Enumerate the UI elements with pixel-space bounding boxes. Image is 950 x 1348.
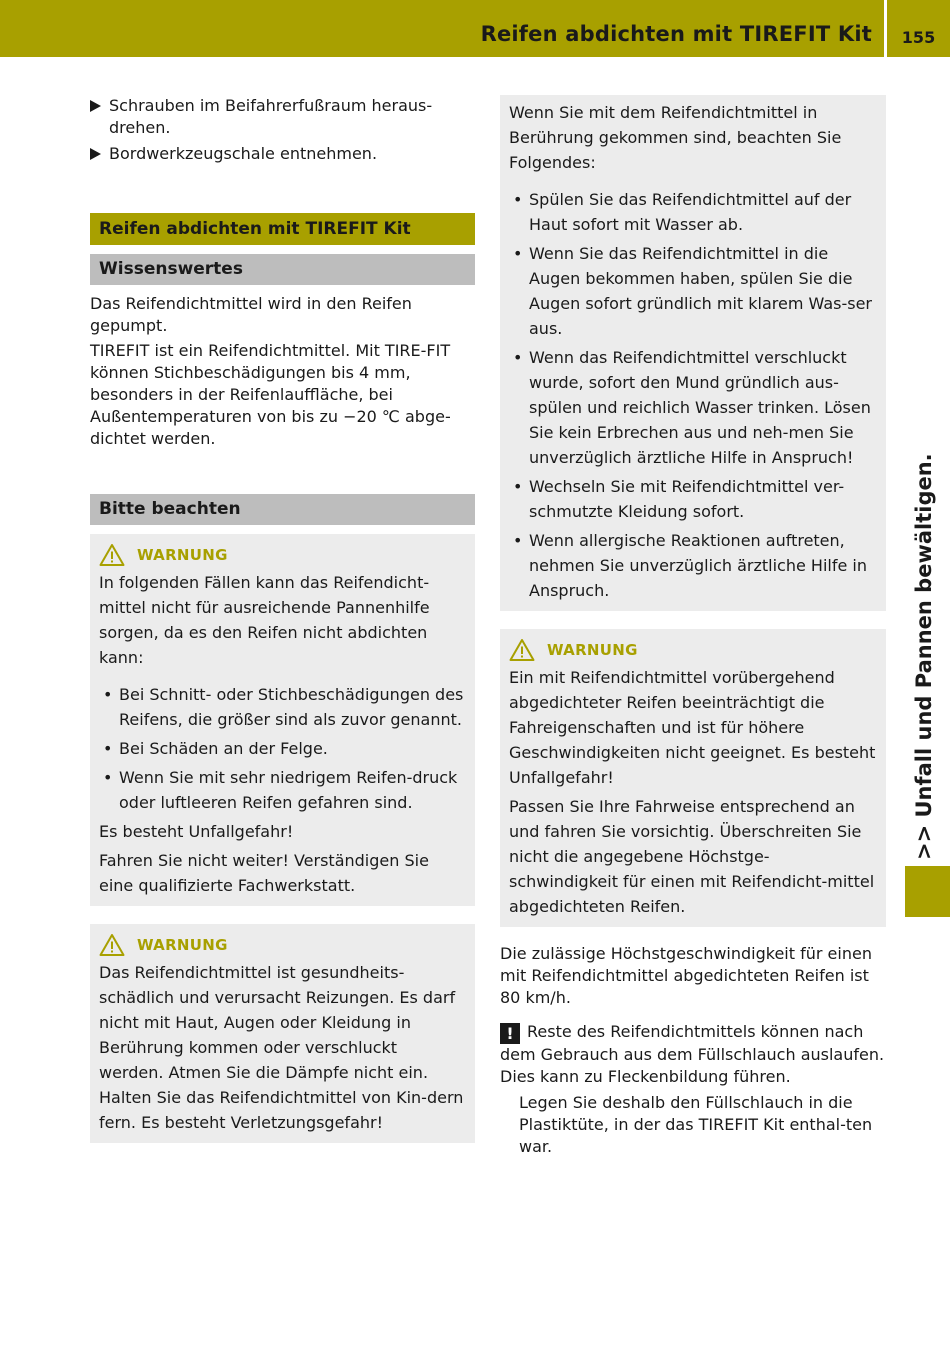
step-item bbox=[90, 143, 475, 165]
left-column bbox=[90, 95, 475, 1143]
caution-text: Reste des Reifendichtmittels können nach dem Gebrauch aus dem Füllschlauch auslaufen. Dies kann zu Fleckenbildung führen. bbox=[500, 1022, 885, 1086]
warning-list-item: • Bei Schäden an der Felge. bbox=[99, 736, 466, 761]
page-header-title: Reifen abdichten mit TIREFIT Kit bbox=[480, 22, 872, 46]
warning-label: WARNUNG bbox=[547, 641, 638, 659]
warning-header bbox=[99, 932, 466, 958]
notice-heading: Bitte beachten bbox=[90, 494, 475, 525]
warning-list-item: • Wenn Sie mit sehr niedrigem Reifen-druck oder luftleeren Reifen gefahren sind. bbox=[99, 765, 466, 815]
warning-label: WARNUNG bbox=[137, 546, 228, 564]
contact-list-item: • Wenn das Reifendichtmittel verschluckt wurde, sofort den Mund gründlich aus-spülen und reichlich Wasser trinken. Lösen Sie kein Erbrechen aus und neh-men Sie unverzüglich ärztliche Hilfe in Anspruch! bbox=[509, 345, 877, 470]
warning-label: WARNUNG bbox=[137, 936, 228, 954]
contact-list-item: • Wenn Sie das Reifendichtmittel in die Augen bekommen haben, spülen Sie die Augen sofort gründlich mit klarem Was-ser aus. bbox=[509, 241, 877, 341]
chapter-marker-block bbox=[905, 866, 950, 917]
contact-list-item: • Wenn allergische Reaktionen auftreten, nehmen Sie unverzüglich ärztliche Hilfe in Anspruch. bbox=[509, 528, 877, 603]
contact-list-item: • Wechseln Sie mit Reifendichtmittel ver-schmutzte Kleidung sofort. bbox=[509, 474, 877, 524]
page-number-box bbox=[887, 0, 950, 57]
right-column bbox=[500, 95, 886, 1158]
warning-box bbox=[90, 924, 475, 1143]
warning-box bbox=[90, 534, 475, 906]
warning-paragraph: Passen Sie Ihre Fahrweise entsprechend an und fahren Sie vorsichtig. Überschreiten Sie nicht die angegebene Höchstge-schwindigkeit für einen mit Reifendicht-mittel abgedichteten Reifen. bbox=[509, 797, 875, 916]
warning-outro: Es besteht Unfallgefahr! bbox=[99, 822, 294, 841]
warning-triangle-icon bbox=[99, 543, 125, 567]
warning-intro: In folgenden Fällen kann das Reifendicht-mittel nicht für ausreichende Pannenhilfe sorgen, da es den Reifen nicht abdichten kann: bbox=[99, 573, 430, 667]
warning-outro: Fahren Sie nicht weiter! Verständigen Sie eine qualifizierte Fachwerkstatt. bbox=[99, 851, 429, 895]
warning-triangle-icon bbox=[99, 933, 125, 957]
caution-note bbox=[500, 1021, 886, 1158]
contact-intro: Wenn Sie mit dem Reifendichtmittel in Berührung gekommen sind, beachten Sie Folgendes: bbox=[509, 103, 842, 172]
warning-header bbox=[99, 542, 466, 568]
subsection-heading: Wissenswertes bbox=[90, 254, 475, 285]
contact-info-box bbox=[500, 95, 886, 611]
step-arrow-icon bbox=[90, 148, 101, 160]
caution-exclamation-icon: ! bbox=[500, 1023, 520, 1044]
warning-triangle-icon bbox=[509, 638, 535, 662]
intro-paragraph: Das Reifendichtmittel wird in den Reifen gepumpt. bbox=[90, 294, 412, 335]
step-arrow-icon bbox=[90, 100, 101, 112]
step-item bbox=[90, 95, 475, 139]
warning-box bbox=[500, 629, 886, 927]
speed-limit-note: Die zulässige Höchstgeschwindigkeit für einen mit Reifendichtmittel abgedichteten Reifen ist 80 km/h. bbox=[500, 944, 872, 1007]
step-text: Schrauben im Beifahrerfußraum heraus-drehen. bbox=[109, 96, 433, 137]
section-heading: Reifen abdichten mit TIREFIT Kit bbox=[90, 213, 475, 245]
warning-header bbox=[509, 637, 877, 663]
page-number: 155 bbox=[901, 28, 936, 47]
caution-text: Legen Sie deshalb den Füllschlauch in die Plastiktüte, in der das TIREFIT Kit enthal-ten war. bbox=[519, 1093, 873, 1156]
intro-paragraph: TIREFIT ist ein Reifendichtmittel. Mit TIRE-FIT können Stichbeschädigungen bis 4 mm, besonders in der Reifenlauffläche, bei Außentemperaturen von bis zu −20 ℃ abge-dichtet werden. bbox=[90, 341, 451, 448]
chapter-side-tab: >> Unfall und Pannen bewältigen. bbox=[912, 453, 936, 860]
warning-text: Das Reifendichtmittel ist gesundheits-schädlich und verursacht Reizungen. Es darf nicht mit Haut, Augen oder Kleidung in Berührung kommen oder verschluckt werden. Atmen Sie die Dämpfe nicht ein. Halten Sie das Reifendichtmittel von Kin-dern fern. Es besteht Verletzungsgefahr! bbox=[99, 963, 464, 1132]
warning-paragraph: Ein mit Reifendichtmittel vorübergehend abgedichteter Reifen beeinträchtigt die Fahreigenschaften und ist für höhere Geschwindigkeiten nicht geeignet. Es besteht Unfallgefahr! bbox=[509, 668, 876, 787]
warning-list-item: • Bei Schnitt- oder Stichbeschädigungen des Reifens, die größer sind als zuvor genannt. bbox=[99, 682, 466, 732]
contact-list-item: • Spülen Sie das Reifendichtmittel auf der Haut sofort mit Wasser ab. bbox=[509, 187, 877, 237]
step-text: Bordwerkzeugschale entnehmen. bbox=[109, 144, 378, 163]
